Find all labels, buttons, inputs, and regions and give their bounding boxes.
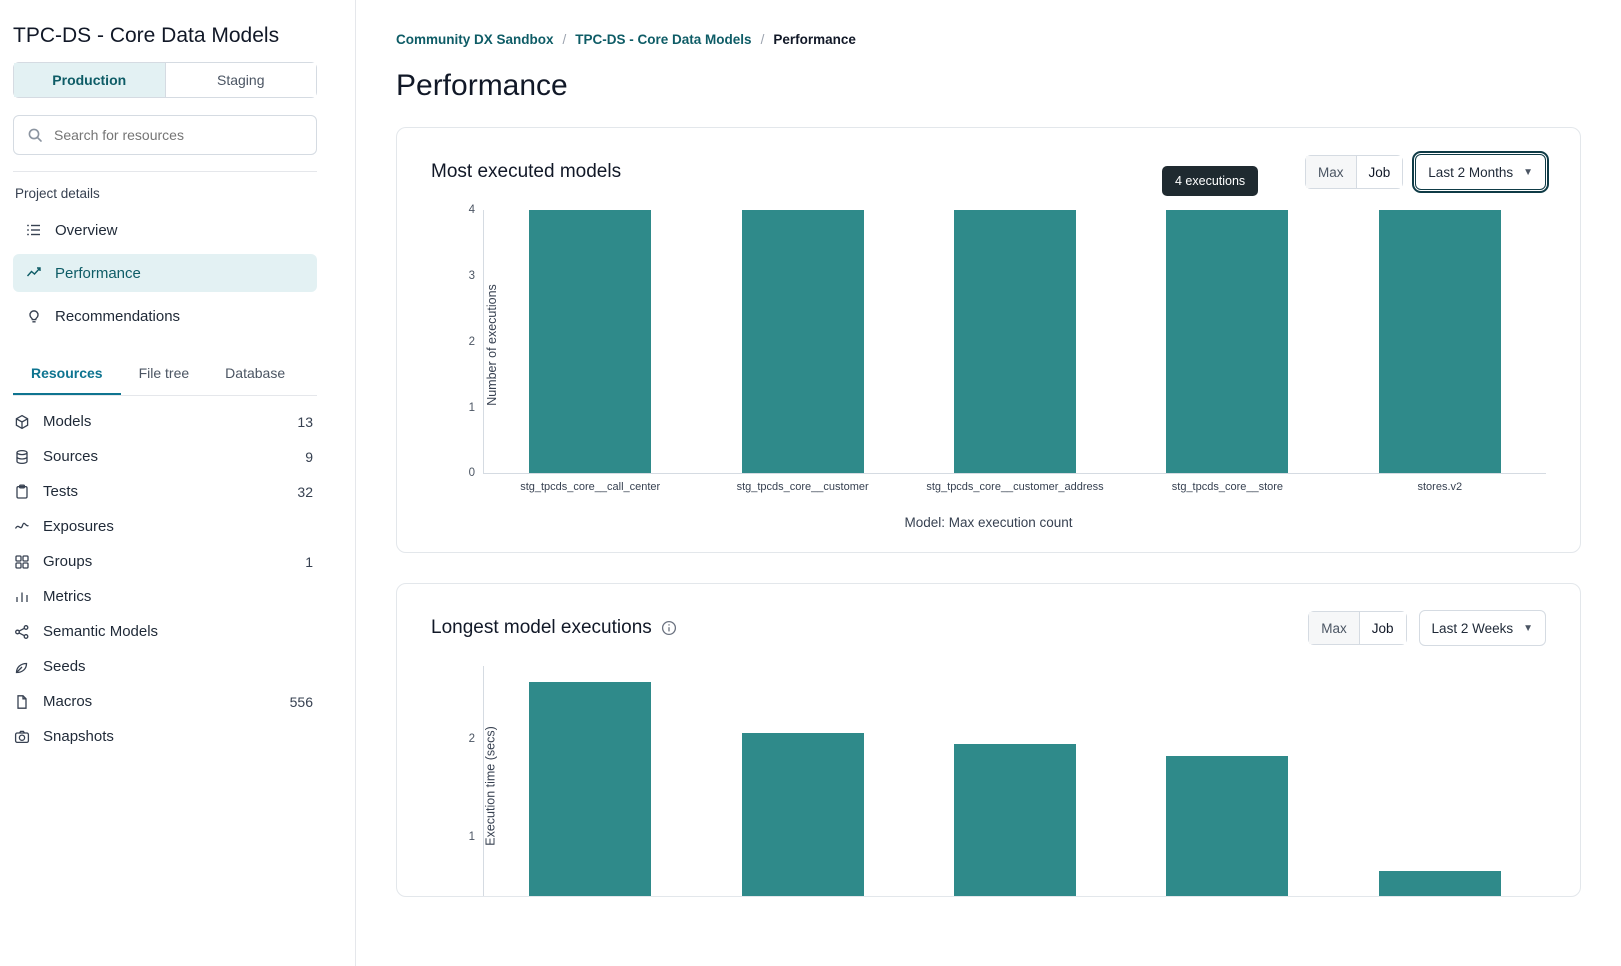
- list-icon: [25, 221, 43, 239]
- sidebar-item-label: Overview: [55, 221, 118, 239]
- bar[interactable]: [529, 210, 651, 473]
- resource-count: 556: [289, 693, 313, 710]
- share-icon: [13, 623, 31, 641]
- segment-job[interactable]: Job: [1359, 612, 1406, 644]
- y-tick: 0: [468, 467, 475, 479]
- bar-cell: [484, 210, 696, 473]
- resource-count: 32: [297, 483, 313, 500]
- resource-item-models[interactable]: [13, 404, 317, 439]
- bar[interactable]: [1379, 871, 1501, 896]
- resource-label: Metrics: [43, 588, 92, 605]
- resource-label: Tests: [43, 483, 79, 500]
- y-axis-label: Number of executions: [484, 284, 499, 406]
- bar-cell: [1121, 210, 1333, 473]
- resource-count: 9: [305, 448, 313, 465]
- card-longest-model-executions: [396, 583, 1581, 897]
- bar[interactable]: [1379, 210, 1501, 473]
- tab-resources[interactable]: Resources: [13, 355, 121, 395]
- resource-item-snapshots[interactable]: [13, 719, 317, 754]
- tab-database[interactable]: Database: [225, 365, 286, 381]
- bar[interactable]: [1166, 756, 1288, 896]
- bar[interactable]: [954, 744, 1076, 896]
- bar-cell: [696, 666, 908, 896]
- segment-job[interactable]: Job: [1356, 156, 1403, 188]
- resource-item-metrics[interactable]: [13, 579, 317, 614]
- breadcrumb: [396, 0, 1581, 47]
- resource-label: Semantic Models: [43, 623, 159, 640]
- cube-icon: [13, 413, 31, 431]
- resource-count: 13: [297, 413, 313, 430]
- bar[interactable]: [1166, 210, 1288, 473]
- project-title: TPC-DS - Core Data Models: [13, 24, 280, 47]
- resource-label: Sources: [43, 448, 99, 465]
- chevron-down-icon: ▼: [1523, 166, 1533, 178]
- time-range-value: Last 2 Weeks: [1431, 620, 1514, 636]
- time-range-value: Last 2 Months: [1428, 164, 1514, 180]
- project-details-label: Project details: [15, 186, 100, 201]
- sidebar-item-label: Performance: [55, 264, 141, 282]
- sidebar-item-performance[interactable]: [13, 254, 317, 292]
- segment-max[interactable]: Max: [1309, 612, 1359, 644]
- resource-label: Exposures: [43, 518, 114, 535]
- env-production-button[interactable]: Production: [14, 63, 166, 97]
- x-tick-label: stg_tpcds_core__customer: [736, 481, 869, 493]
- card-header: [431, 610, 1546, 646]
- search-box[interactable]: [13, 115, 317, 155]
- resource-label: Seeds: [43, 658, 86, 675]
- card-title: Most executed models: [431, 161, 622, 182]
- grid-icon: [13, 553, 31, 571]
- search-icon: [27, 127, 43, 143]
- bar-cell: [909, 210, 1121, 473]
- search-input[interactable]: [52, 126, 302, 144]
- resource-item-seeds[interactable]: [13, 649, 317, 684]
- camera-icon: [13, 728, 31, 746]
- bar-cell: [1334, 210, 1546, 473]
- x-tick-label: stg_tpcds_core__store: [1171, 481, 1284, 493]
- breadcrumb-item-project[interactable]: TPC-DS - Core Data Models: [575, 32, 752, 47]
- resource-count: 1: [305, 553, 313, 570]
- database-icon: [13, 448, 31, 466]
- breadcrumb-separator: /: [562, 32, 567, 47]
- metric-segmented-control[interactable]: [1308, 611, 1406, 645]
- sidebar-tabs: [13, 355, 317, 396]
- segment-max[interactable]: Max: [1306, 156, 1356, 188]
- y-tick: 2: [468, 733, 475, 745]
- main-content: [356, 0, 1621, 966]
- card-controls: [1308, 610, 1546, 646]
- card-most-executed-models: [396, 127, 1581, 553]
- time-range-dropdown[interactable]: [1415, 154, 1546, 190]
- y-tick: 3: [468, 270, 475, 282]
- bar[interactable]: [529, 682, 651, 896]
- resource-item-macros[interactable]: [13, 684, 317, 719]
- sidebar-divider: [13, 171, 317, 172]
- bar-cell: [696, 210, 908, 473]
- sidebar-item-label: Recommendations: [55, 307, 181, 325]
- x-tick-label: stg_tpcds_core__call_center: [520, 481, 661, 493]
- bar-cell: [1334, 666, 1546, 896]
- y-tick: 1: [468, 402, 475, 414]
- chart-longest-model-executions: [431, 666, 1546, 896]
- file-icon: [13, 693, 31, 711]
- x-axis-title: Model: Max execution count: [904, 515, 1073, 530]
- chart-tooltip: 4 executions: [1162, 166, 1258, 196]
- breadcrumb-item-sandbox[interactable]: Community DX Sandbox: [396, 32, 554, 47]
- breadcrumb-item-current: Performance: [773, 32, 856, 47]
- env-staging-button[interactable]: Staging: [166, 63, 317, 97]
- card-header: [431, 154, 1546, 190]
- sidebar-item-overview[interactable]: [13, 211, 317, 249]
- bar-cell: [484, 666, 696, 896]
- y-tick: 2: [468, 336, 475, 348]
- x-axis-labels: [484, 481, 1546, 493]
- plot-area: [468, 666, 1546, 896]
- resource-label: Macros: [43, 693, 93, 710]
- plot-area: [468, 204, 1546, 479]
- bar[interactable]: [742, 210, 864, 473]
- metric-segmented-control[interactable]: [1305, 155, 1403, 189]
- chart-most-executed-models: [431, 204, 1546, 530]
- resource-item-semantic-models[interactable]: [13, 614, 317, 649]
- sidebar-item-recommendations[interactable]: [13, 297, 317, 335]
- tab-file-tree[interactable]: File tree: [138, 365, 190, 381]
- seed-icon: [13, 658, 31, 676]
- y-axis-label: Execution time (secs): [483, 726, 498, 846]
- breadcrumb-separator: /: [760, 32, 765, 47]
- page-title: Performance: [396, 69, 568, 102]
- chevron-down-icon: ▼: [1523, 622, 1533, 634]
- resource-label: Snapshots: [43, 728, 114, 745]
- resource-label: Groups: [43, 553, 93, 570]
- x-tick-label: stores.v2: [1417, 481, 1463, 493]
- bar-chart-icon: [13, 588, 31, 606]
- resource-label: Models: [43, 413, 92, 430]
- x-tick-label: stg_tpcds_core__customer_address: [926, 481, 1104, 493]
- bar[interactable]: [954, 210, 1076, 473]
- resource-item-sources[interactable]: [13, 439, 317, 474]
- bar-cell: [1121, 666, 1333, 896]
- y-tick: 1: [468, 831, 475, 843]
- bar-group: [484, 666, 1546, 896]
- y-tick: 4: [468, 204, 475, 216]
- bar[interactable]: [742, 733, 864, 896]
- resource-item-exposures[interactable]: [13, 509, 317, 544]
- bar-group: [484, 210, 1546, 473]
- sidebar: [0, 0, 356, 966]
- resource-item-tests[interactable]: [13, 474, 317, 509]
- info-icon[interactable]: [661, 620, 677, 636]
- card-title: Longest model executions: [431, 617, 652, 638]
- x-axis-line: [483, 473, 1546, 474]
- lightbulb-icon: [25, 307, 43, 325]
- environment-toggle[interactable]: [13, 62, 317, 98]
- activity-icon: [13, 518, 31, 536]
- time-range-dropdown[interactable]: [1419, 610, 1546, 646]
- bar-cell: [909, 666, 1121, 896]
- clipboard-icon: [13, 483, 31, 501]
- card-controls: [1305, 154, 1546, 190]
- resource-item-groups[interactable]: [13, 544, 317, 579]
- chart-line-icon: [25, 264, 43, 282]
